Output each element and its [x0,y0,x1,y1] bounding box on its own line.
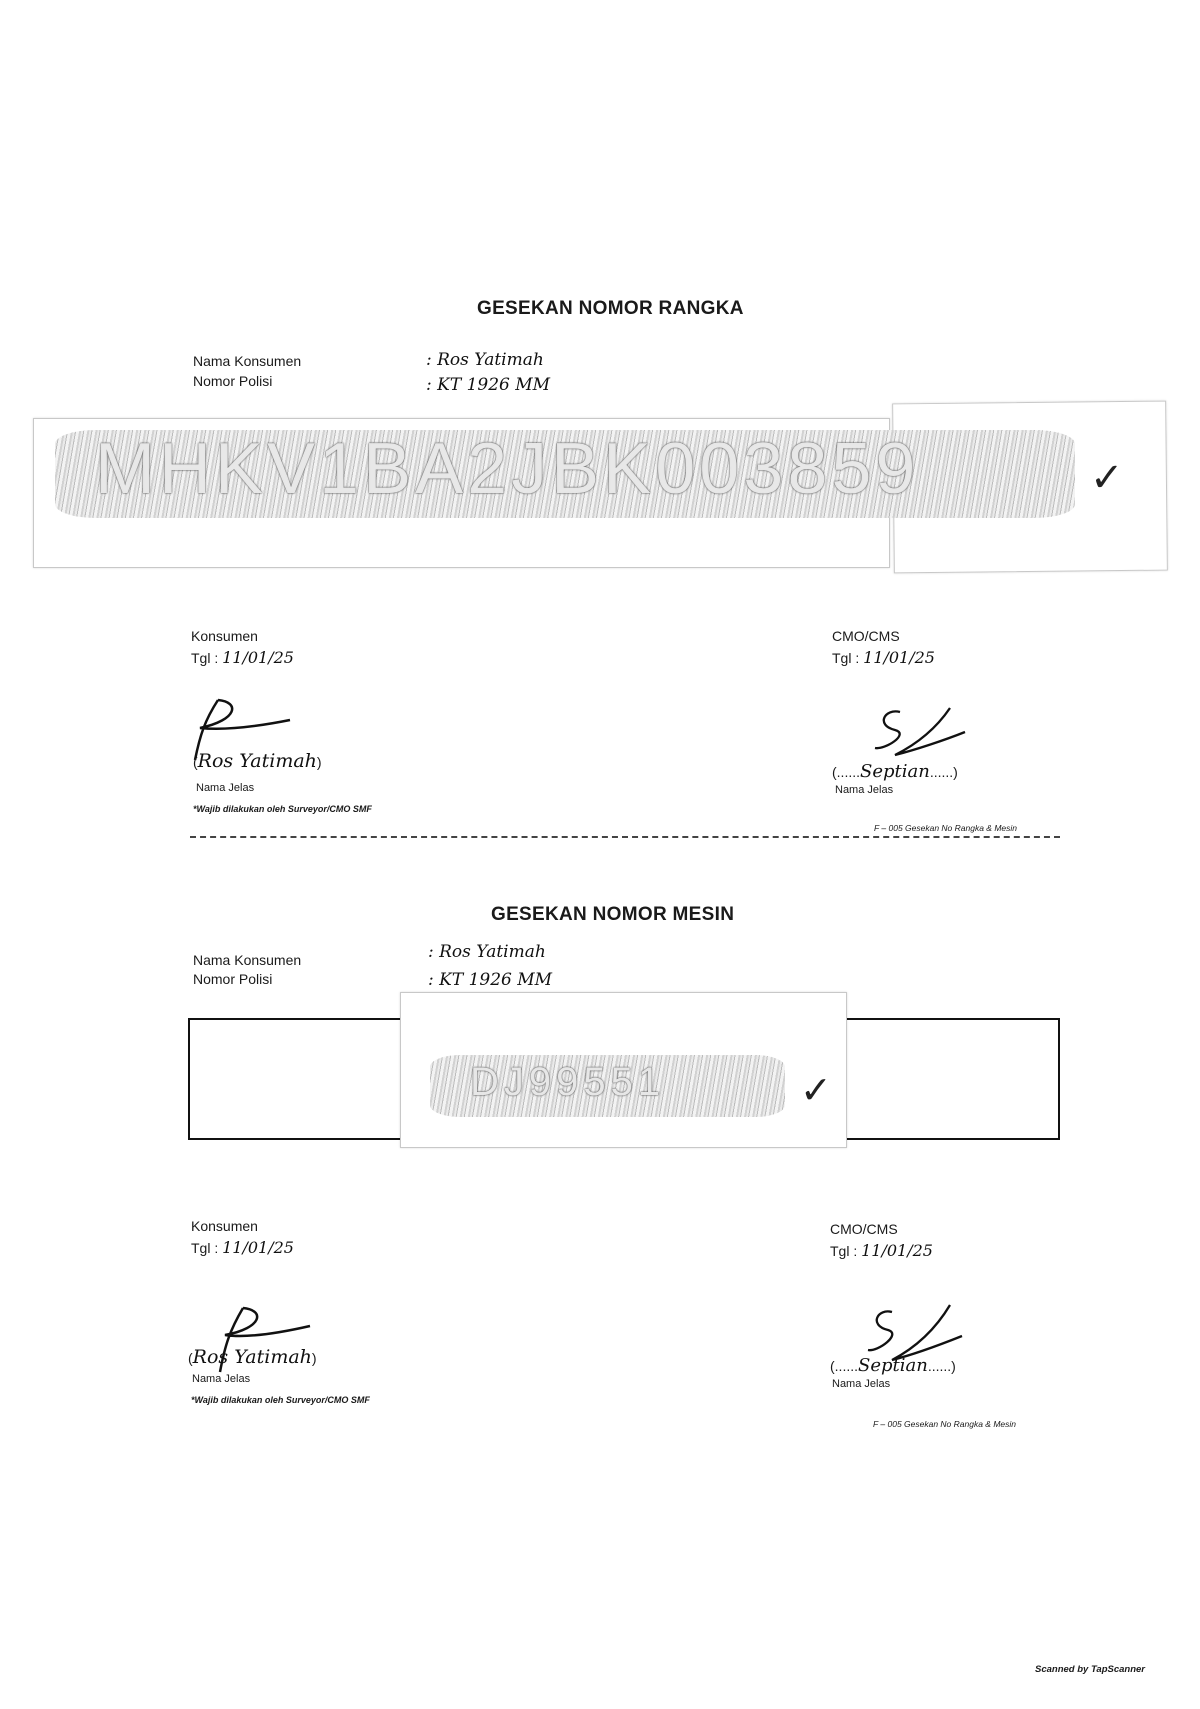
mesin-cmo-name-line [830,1356,956,1376]
rangka-cmo-tgl [832,648,935,668]
scanner-footer: Scanned by TapScanner [1035,1664,1145,1675]
mesin-polisi-label: Nomor Polisi [193,971,273,987]
mesin-cmo-tgl [830,1241,933,1261]
mesin-cmo-tgl-value: 11/01/25 [861,1241,933,1260]
mesin-nama-jelas-left: Nama Jelas [192,1373,251,1385]
mesin-cmo-name: Septian [858,1355,928,1376]
mesin-konsumen-label: Konsumen [191,1218,258,1234]
rangka-konsumen-tgl-value: 11/01/25 [222,648,294,667]
rangka-cmo-tgl-value: 11/01/25 [863,648,935,667]
rangka-konsumen-name: Ros Yatimah [197,750,317,772]
mesin-konsumen-name-open: ( [188,1350,193,1366]
rangka-cmo-label: CMO/CMS [832,628,900,644]
rangka-cmo-name-close: ......) [929,764,958,780]
mesin-konsumen-tgl-value: 11/01/25 [222,1238,294,1257]
rangka-nama-value: : Ros Yatimah [426,350,544,370]
rangka-nama-jelas-left: Nama Jelas [196,782,255,794]
rangka-form-code: F – 005 Gesekan No Rangka & Mesin [874,823,1018,833]
rangka-note: *Wajib dilakukan oleh Surveyor/CMO SMF [193,804,372,814]
rangka-cmo-name-open: (...... [832,764,860,780]
mesin-cmo-name-close: ......) [927,1358,956,1374]
mesin-polisi-value: : KT 1926 MM [428,970,553,990]
mesin-nama-value: : Ros Yatimah [428,942,546,962]
mesin-cmo-tgl-label: Tgl : [830,1243,858,1259]
mesin-konsumen-name-close: ) [311,1350,317,1366]
rangka-polisi-value: : KT 1926 MM [426,375,551,395]
rangka-konsumen-name-open: ( [193,754,198,770]
mesin-konsumen-tgl [191,1238,294,1258]
mesin-nama-jelas-right: Nama Jelas [832,1378,891,1390]
mesin-form-code: F – 005 Gesekan No Rangka & Mesin [873,1419,1017,1429]
mesin-konsumen-signature [192,1300,335,1380]
rangka-nama-label: Nama Konsumen [193,353,302,369]
rangka-konsumen-name-close: ) [316,754,322,770]
section-divider [190,836,1060,838]
rangka-cmo-name: Septian [860,761,930,782]
mesin-konsumen-name: Ros Yatimah [192,1346,312,1368]
rangka-konsumen-label: Konsumen [191,628,258,644]
mesin-nama-label: Nama Konsumen [193,952,302,968]
rangka-konsumen-name-line [193,752,322,772]
rangka-konsumen-tgl [191,648,294,668]
rangka-cmo-name-line [832,762,958,782]
rangka-title: GESEKAN NOMOR RANGKA [477,298,744,319]
mesin-konsumen-tgl-label: Tgl : [191,1240,219,1256]
mesin-konsumen-name-line [188,1348,317,1368]
mesin-cmo-label: CMO/CMS [830,1221,898,1237]
rangka-cmo-signature [855,700,985,770]
rangka-polisi-label: Nomor Polisi [193,373,273,389]
rangka-cmo-tgl-label: Tgl : [832,650,860,666]
mesin-rubbing-number: DJ99551 [470,1060,666,1104]
rangka-rubbing-number: MHKV1BA2JBK003859 [95,429,920,509]
mesin-check-icon: ✓ [800,1070,832,1112]
mesin-note: *Wajib dilakukan oleh Surveyor/CMO SMF [191,1395,370,1405]
mesin-title: GESEKAN NOMOR MESIN [491,904,735,925]
rangka-check-icon: ✓ [1090,456,1124,500]
rangka-konsumen-tgl-label: Tgl : [191,650,219,666]
mesin-cmo-name-open: (...... [830,1358,858,1374]
rangka-nama-jelas-right: Nama Jelas [835,784,894,796]
